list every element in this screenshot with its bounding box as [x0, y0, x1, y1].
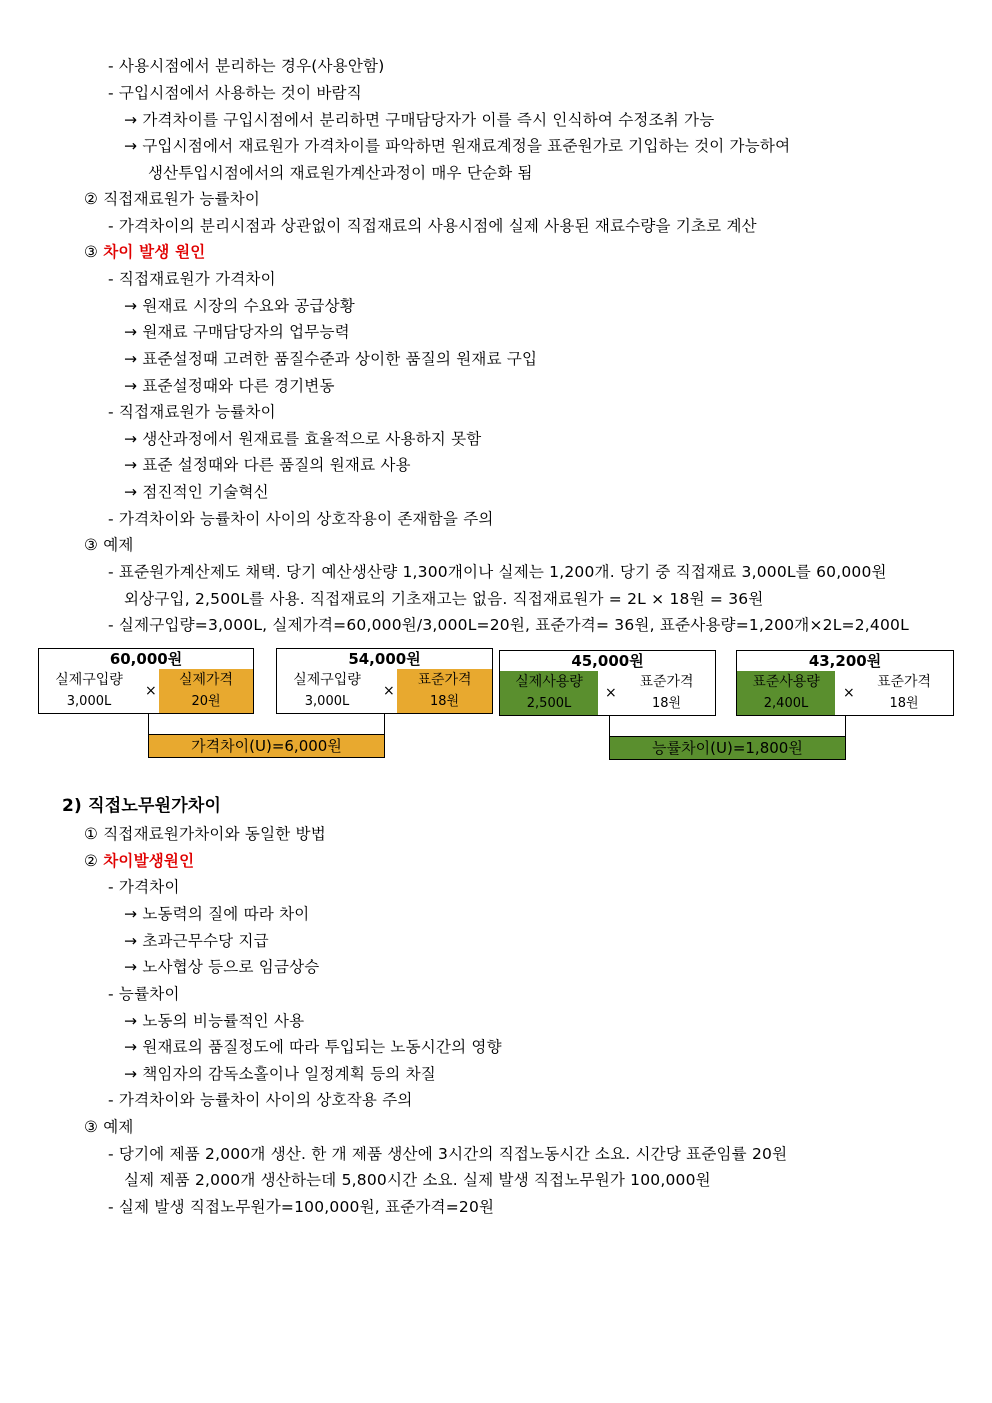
text-line: → 표준설정때와 다른 경기변동 [124, 377, 335, 395]
text-line: → 구입시점에서 재료원가 가격차이를 파악하면 원재료계정을 표준원가로 기입하는 것이 가능하여 [124, 137, 791, 155]
text-line: → 가격차이를 구입시점에서 분리하면 구매담당자가 이를 즉시 인식하여 수정조취 가능 [124, 111, 715, 129]
text-line: - 사용시점에서 분리하는 경우(사용안함) [108, 57, 385, 75]
highlight-heading: 차이발생원인 [103, 852, 195, 870]
item-heading [84, 242, 205, 262]
price-cell [855, 671, 953, 715]
price-cell [397, 669, 492, 713]
quantity-value: 3,000L [304, 694, 350, 709]
text-line: → 원재료의 품질정도에 따라 투입되는 노동시간의 영향 [124, 1038, 502, 1056]
price-value: 18원 [429, 694, 460, 709]
highlight-heading: 차이 발생 원인 [103, 243, 206, 261]
text-line: → 생산과정에서 원재료를 효율적으로 사용하지 못함 [124, 430, 482, 448]
quantity-label: 실제구입량 [293, 672, 361, 688]
box-amount: 54,000원 [348, 650, 421, 668]
text-line: → 원재료 시장의 수요와 공급상황 [124, 297, 355, 315]
text-line: - 가격차이 [108, 878, 180, 896]
connector-line [845, 716, 846, 736]
quantity-value: 3,000L [66, 694, 112, 709]
item-number: ② [84, 852, 104, 870]
price-cell [618, 671, 715, 715]
text-line: - 능률차이 [108, 985, 180, 1003]
quantity-cell [737, 671, 835, 715]
cost-box-actual-usage [499, 650, 716, 716]
price-label: 표준가격 [417, 672, 472, 688]
item-heading: ③ 예제 [84, 1118, 134, 1136]
efficiency-variance-result: 능률차이(U)=1,800원 [609, 736, 846, 760]
price-variance-result: 가격차이(U)=6,000원 [148, 734, 385, 758]
price-value: 18원 [889, 696, 919, 711]
text-line: → 초과근무수당 지급 [124, 932, 269, 950]
price-label: 표준가격 [876, 674, 932, 690]
text-line: - 구입시점에서 사용하는 것이 바람직 [108, 84, 362, 102]
item-heading: ② 직접재료원가 능률차이 [84, 190, 261, 208]
quantity-value: 2,400L [763, 696, 809, 711]
text-line: - 가격차이의 분리시점과 상관없이 직접재료의 사용시점에 실제 사용된 재료수량을 기초로 계산 [108, 217, 757, 235]
text-line: - 표준원가계산제도 채택. 당기 예산생산량 1,300개이나 실제는 1,200개. 당기 중 직접재료 3,000L를 60,000원 [108, 563, 887, 581]
text-line: - 직접재료원가 능률차이 [108, 403, 276, 421]
text-line: → 노동의 비능률적인 사용 [124, 1012, 305, 1030]
text-line: → 표준 설정때와 다른 품질의 원재료 사용 [124, 456, 411, 474]
text-line: - 당기에 제품 2,000개 생산. 한 개 제품 생산에 3시간의 직접노동시간 소요. 시간당 표준임률 20원 [108, 1145, 788, 1163]
text-line: → 원재료 구매담당자의 업무능력 [124, 323, 350, 341]
item-number: ③ [84, 243, 104, 261]
text-line: - 가격차이와 능률차이 사이의 상호작용 주의 [108, 1091, 413, 1109]
quantity-value: 2,500L [526, 696, 572, 711]
text-line: - 실제구입량=3,000L, 실제가격=60,000원/3,000L=20원, 표준가격= 36원, 표준사용량=1,200개×2L=2,400L [108, 616, 909, 634]
item-heading: ③ 예제 [84, 536, 134, 554]
text-line: - 가격차이와 능률차이 사이의 상호작용이 존재함을 주의 [108, 510, 494, 528]
price-label: 표준가격 [639, 674, 694, 690]
text-line: → 점진적인 기술혁신 [124, 483, 269, 501]
text-line: 외상구입, 2,500L를 사용. 직접재료의 기초재고는 없음. 직접재료원가 = 2L × 18원 = 36원 [124, 590, 764, 608]
price-value: 18원 [651, 696, 682, 711]
box-amount: 43,200원 [808, 652, 882, 670]
quantity-cell [39, 669, 139, 713]
text-line: - 실제 발생 직접노무원가=100,000원, 표준가격=20원 [108, 1198, 495, 1216]
item-heading [84, 851, 194, 871]
item-heading: ① 직접재료원가차이와 동일한 방법 [84, 825, 326, 843]
multiply-sign: × [843, 685, 855, 701]
text-line: - 직접재료원가 가격차이 [108, 270, 276, 288]
quantity-label: 실제사용량 [515, 674, 583, 690]
connector-line [609, 716, 610, 736]
quantity-label: 실제구입량 [55, 672, 123, 688]
box-amount: 45,000원 [571, 652, 644, 670]
connector-line [384, 714, 385, 734]
text-line: → 표준설정때 고려한 품질수준과 상이한 품질의 원재료 구입 [124, 350, 538, 368]
multiply-sign: × [145, 683, 157, 699]
cost-box-standard [736, 650, 954, 716]
text-line: 실제 제품 2,000개 생산하는데 5,800시간 소요. 실제 발생 직접노무원가 100,000원 [124, 1171, 711, 1189]
box-amount: 60,000원 [109, 650, 183, 668]
quantity-cell [277, 669, 377, 713]
cost-box-actual-qty-std-price [276, 648, 493, 714]
text-line: → 노사협상 등으로 임금상승 [124, 958, 320, 976]
quantity-cell [500, 671, 598, 715]
multiply-sign: × [383, 683, 395, 699]
quantity-label: 표준사용량 [752, 674, 820, 690]
connector-line [148, 714, 149, 734]
text-line: → 노동력의 질에 따라 차이 [124, 905, 310, 923]
cost-box-actual [38, 648, 254, 714]
multiply-sign: × [605, 685, 617, 701]
price-label: 실제가격 [178, 672, 234, 688]
text-line: 생산투입시점에서의 재료원가계산과정이 매우 단순화 됨 [148, 164, 533, 182]
price-cell [159, 669, 253, 713]
text-line: → 책임자의 감독소홀이나 일정계획 등의 차질 [124, 1065, 436, 1083]
section-title: 2) 직접노무원가차이 [62, 796, 222, 816]
price-value: 20원 [191, 694, 221, 709]
